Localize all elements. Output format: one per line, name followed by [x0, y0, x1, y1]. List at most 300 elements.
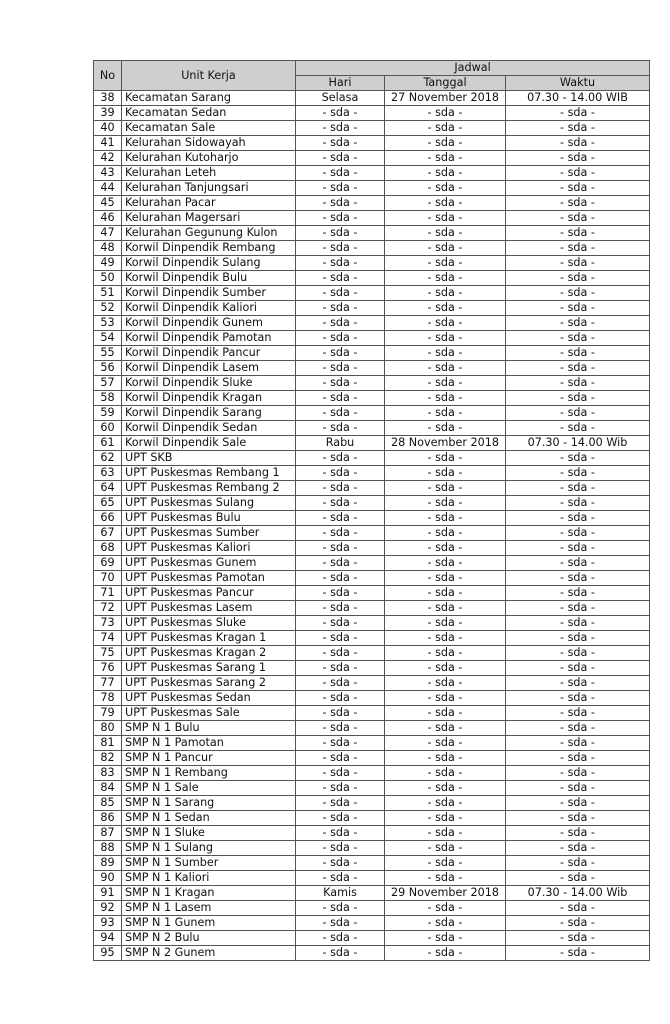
- row-no: 46: [94, 211, 122, 226]
- row-hari: - sda -: [296, 496, 385, 511]
- row-unit-kerja: UPT Puskesmas Kragan 1: [122, 631, 296, 646]
- table-row: [94, 181, 650, 196]
- table-row: [94, 901, 650, 916]
- row-hari: - sda -: [296, 706, 385, 721]
- header-waktu: Waktu: [506, 76, 650, 91]
- row-tanggal: - sda -: [385, 706, 506, 721]
- row-hari: - sda -: [296, 346, 385, 361]
- table-row: [94, 736, 650, 751]
- row-tanggal: - sda -: [385, 721, 506, 736]
- row-unit-kerja: Korwil Dinpendik Kaliori: [122, 301, 296, 316]
- row-tanggal: - sda -: [385, 286, 506, 301]
- row-hari: - sda -: [296, 691, 385, 706]
- row-tanggal: - sda -: [385, 916, 506, 931]
- row-waktu: - sda -: [506, 781, 650, 796]
- row-unit-kerja: Korwil Dinpendik Sumber: [122, 286, 296, 301]
- row-tanggal: - sda -: [385, 376, 506, 391]
- table-row: [94, 721, 650, 736]
- row-no: 42: [94, 151, 122, 166]
- table-row: [94, 751, 650, 766]
- row-tanggal: - sda -: [385, 841, 506, 856]
- row-no: 89: [94, 856, 122, 871]
- row-unit-kerja: Korwil Dinpendik Lasem: [122, 361, 296, 376]
- table-body: [94, 91, 650, 961]
- row-unit-kerja: Kecamatan Sedan: [122, 106, 296, 121]
- row-hari: - sda -: [296, 121, 385, 136]
- row-no: 65: [94, 496, 122, 511]
- row-tanggal: - sda -: [385, 811, 506, 826]
- row-no: 73: [94, 616, 122, 631]
- row-waktu: - sda -: [506, 451, 650, 466]
- row-unit-kerja: UPT Puskesmas Sedan: [122, 691, 296, 706]
- table-row: [94, 781, 650, 796]
- row-unit-kerja: Korwil Dinpendik Sale: [122, 436, 296, 451]
- row-waktu: - sda -: [506, 226, 650, 241]
- row-tanggal: - sda -: [385, 331, 506, 346]
- row-no: 59: [94, 406, 122, 421]
- row-hari: - sda -: [296, 376, 385, 391]
- row-waktu: - sda -: [506, 301, 650, 316]
- row-waktu: - sda -: [506, 421, 650, 436]
- row-tanggal: - sda -: [385, 601, 506, 616]
- row-hari: - sda -: [296, 841, 385, 856]
- table-row: [94, 676, 650, 691]
- row-tanggal: - sda -: [385, 631, 506, 646]
- row-no: 86: [94, 811, 122, 826]
- row-unit-kerja: SMP N 1 Gunem: [122, 916, 296, 931]
- row-unit-kerja: Korwil Dinpendik Rembang: [122, 241, 296, 256]
- row-tanggal: - sda -: [385, 181, 506, 196]
- table-row: [94, 376, 650, 391]
- row-waktu: - sda -: [506, 376, 650, 391]
- row-unit-kerja: Korwil Dinpendik Kragan: [122, 391, 296, 406]
- table-row: [94, 646, 650, 661]
- table-row: [94, 241, 650, 256]
- row-unit-kerja: Kelurahan Leteh: [122, 166, 296, 181]
- row-hari: Selasa: [296, 91, 385, 106]
- row-hari: - sda -: [296, 511, 385, 526]
- row-unit-kerja: UPT Puskesmas Lasem: [122, 601, 296, 616]
- row-unit-kerja: UPT Puskesmas Rembang 2: [122, 481, 296, 496]
- row-waktu: - sda -: [506, 841, 650, 856]
- row-tanggal: - sda -: [385, 481, 506, 496]
- row-unit-kerja: Korwil Dinpendik Sedan: [122, 421, 296, 436]
- row-tanggal: - sda -: [385, 196, 506, 211]
- row-hari: - sda -: [296, 331, 385, 346]
- table-row: [94, 481, 650, 496]
- row-waktu: - sda -: [506, 151, 650, 166]
- row-hari: - sda -: [296, 421, 385, 436]
- table-row: [94, 931, 650, 946]
- row-waktu: - sda -: [506, 271, 650, 286]
- row-tanggal: - sda -: [385, 121, 506, 136]
- row-tanggal: - sda -: [385, 451, 506, 466]
- row-no: 92: [94, 901, 122, 916]
- row-waktu: - sda -: [506, 931, 650, 946]
- row-unit-kerja: SMP N 1 Sale: [122, 781, 296, 796]
- table-row: [94, 811, 650, 826]
- row-waktu: - sda -: [506, 706, 650, 721]
- row-unit-kerja: UPT Puskesmas Bulu: [122, 511, 296, 526]
- row-unit-kerja: SMP N 2 Gunem: [122, 946, 296, 961]
- row-unit-kerja: Kelurahan Magersari: [122, 211, 296, 226]
- row-waktu: - sda -: [506, 736, 650, 751]
- row-no: 45: [94, 196, 122, 211]
- row-no: 67: [94, 526, 122, 541]
- row-unit-kerja: Korwil Dinpendik Sarang: [122, 406, 296, 421]
- row-no: 40: [94, 121, 122, 136]
- row-no: 74: [94, 631, 122, 646]
- row-hari: - sda -: [296, 211, 385, 226]
- row-waktu: - sda -: [506, 631, 650, 646]
- row-waktu: - sda -: [506, 796, 650, 811]
- row-tanggal: - sda -: [385, 421, 506, 436]
- row-no: 83: [94, 766, 122, 781]
- row-hari: - sda -: [296, 526, 385, 541]
- row-unit-kerja: Kecamatan Sale: [122, 121, 296, 136]
- row-waktu: - sda -: [506, 691, 650, 706]
- row-no: 81: [94, 736, 122, 751]
- row-no: 48: [94, 241, 122, 256]
- table-row: [94, 91, 650, 106]
- row-hari: - sda -: [296, 751, 385, 766]
- row-unit-kerja: Kelurahan Pacar: [122, 196, 296, 211]
- row-hari: - sda -: [296, 241, 385, 256]
- row-no: 64: [94, 481, 122, 496]
- row-waktu: - sda -: [506, 316, 650, 331]
- row-unit-kerja: Korwil Dinpendik Gunem: [122, 316, 296, 331]
- table-row: [94, 256, 650, 271]
- table-row: [94, 946, 650, 961]
- row-unit-kerja: SMP N 1 Pancur: [122, 751, 296, 766]
- row-hari: - sda -: [296, 196, 385, 211]
- row-hari: - sda -: [296, 556, 385, 571]
- row-waktu: - sda -: [506, 526, 650, 541]
- row-unit-kerja: SMP N 1 Sluke: [122, 826, 296, 841]
- table-row: [94, 601, 650, 616]
- row-no: 39: [94, 106, 122, 121]
- row-unit-kerja: Kelurahan Sidowayah: [122, 136, 296, 151]
- row-waktu: - sda -: [506, 346, 650, 361]
- table-row: [94, 286, 650, 301]
- header-jadwal: Jadwal: [296, 61, 650, 76]
- row-hari: Kamis: [296, 886, 385, 901]
- table-row: [94, 511, 650, 526]
- row-waktu: - sda -: [506, 496, 650, 511]
- schedule-table: [93, 60, 650, 961]
- row-waktu: - sda -: [506, 256, 650, 271]
- row-no: 95: [94, 946, 122, 961]
- row-waktu: 07.30 - 14.00 Wib: [506, 886, 650, 901]
- table-row: [94, 691, 650, 706]
- row-no: 88: [94, 841, 122, 856]
- row-waktu: - sda -: [506, 361, 650, 376]
- row-no: 78: [94, 691, 122, 706]
- header-hari: Hari: [296, 76, 385, 91]
- row-unit-kerja: Korwil Dinpendik Bulu: [122, 271, 296, 286]
- row-tanggal: - sda -: [385, 556, 506, 571]
- row-no: 50: [94, 271, 122, 286]
- row-no: 43: [94, 166, 122, 181]
- row-tanggal: - sda -: [385, 901, 506, 916]
- row-hari: - sda -: [296, 916, 385, 931]
- row-waktu: - sda -: [506, 541, 650, 556]
- row-unit-kerja: SMP N 1 Pamotan: [122, 736, 296, 751]
- row-tanggal: - sda -: [385, 136, 506, 151]
- table-row: [94, 631, 650, 646]
- row-tanggal: - sda -: [385, 646, 506, 661]
- row-no: 87: [94, 826, 122, 841]
- row-unit-kerja: UPT Puskesmas Sluke: [122, 616, 296, 631]
- row-waktu: - sda -: [506, 211, 650, 226]
- row-hari: - sda -: [296, 466, 385, 481]
- row-unit-kerja: UPT Puskesmas Sale: [122, 706, 296, 721]
- row-hari: - sda -: [296, 871, 385, 886]
- row-waktu: - sda -: [506, 616, 650, 631]
- table-row: [94, 421, 650, 436]
- row-hari: - sda -: [296, 796, 385, 811]
- row-tanggal: - sda -: [385, 526, 506, 541]
- row-unit-kerja: SMP N 1 Rembang: [122, 766, 296, 781]
- row-waktu: - sda -: [506, 166, 650, 181]
- row-hari: - sda -: [296, 136, 385, 151]
- row-unit-kerja: SMP N 1 Lasem: [122, 901, 296, 916]
- row-unit-kerja: UPT Puskesmas Sarang 2: [122, 676, 296, 691]
- header-no: No: [94, 61, 122, 91]
- row-no: 63: [94, 466, 122, 481]
- row-hari: - sda -: [296, 781, 385, 796]
- row-waktu: - sda -: [506, 916, 650, 931]
- row-hari: - sda -: [296, 616, 385, 631]
- row-hari: - sda -: [296, 676, 385, 691]
- row-unit-kerja: Korwil Dinpendik Pamotan: [122, 331, 296, 346]
- row-no: 90: [94, 871, 122, 886]
- row-waktu: - sda -: [506, 946, 650, 961]
- row-no: 60: [94, 421, 122, 436]
- row-waktu: - sda -: [506, 766, 650, 781]
- table-row: [94, 616, 650, 631]
- table-row: [94, 661, 650, 676]
- row-hari: - sda -: [296, 286, 385, 301]
- table-row: [94, 166, 650, 181]
- row-unit-kerja: UPT Puskesmas Pancur: [122, 586, 296, 601]
- row-no: 71: [94, 586, 122, 601]
- row-waktu: - sda -: [506, 121, 650, 136]
- row-waktu: - sda -: [506, 601, 650, 616]
- row-hari: - sda -: [296, 391, 385, 406]
- row-hari: - sda -: [296, 856, 385, 871]
- row-hari: - sda -: [296, 901, 385, 916]
- table-row: [94, 796, 650, 811]
- row-tanggal: - sda -: [385, 931, 506, 946]
- row-unit-kerja: UPT Puskesmas Kaliori: [122, 541, 296, 556]
- table-row: [94, 571, 650, 586]
- row-waktu: - sda -: [506, 661, 650, 676]
- row-no: 55: [94, 346, 122, 361]
- row-no: 53: [94, 316, 122, 331]
- row-tanggal: - sda -: [385, 241, 506, 256]
- row-hari: - sda -: [296, 646, 385, 661]
- row-tanggal: - sda -: [385, 541, 506, 556]
- row-waktu: - sda -: [506, 586, 650, 601]
- row-hari: - sda -: [296, 301, 385, 316]
- row-hari: - sda -: [296, 481, 385, 496]
- row-no: 91: [94, 886, 122, 901]
- row-waktu: - sda -: [506, 511, 650, 526]
- row-waktu: - sda -: [506, 646, 650, 661]
- row-tanggal: 28 November 2018: [385, 436, 506, 451]
- table-row: [94, 706, 650, 721]
- row-tanggal: - sda -: [385, 586, 506, 601]
- row-tanggal: - sda -: [385, 781, 506, 796]
- row-unit-kerja: UPT Puskesmas Gunem: [122, 556, 296, 571]
- row-waktu: - sda -: [506, 196, 650, 211]
- row-unit-kerja: SMP N 1 Bulu: [122, 721, 296, 736]
- row-hari: - sda -: [296, 451, 385, 466]
- row-unit-kerja: Kelurahan Tanjungsari: [122, 181, 296, 196]
- row-hari: - sda -: [296, 736, 385, 751]
- row-tanggal: - sda -: [385, 691, 506, 706]
- row-hari: - sda -: [296, 571, 385, 586]
- row-tanggal: - sda -: [385, 751, 506, 766]
- row-hari: - sda -: [296, 406, 385, 421]
- row-waktu: 07.30 - 14.00 Wib: [506, 436, 650, 451]
- row-no: 77: [94, 676, 122, 691]
- row-unit-kerja: SMP N 1 Kaliori: [122, 871, 296, 886]
- row-no: 76: [94, 661, 122, 676]
- row-no: 51: [94, 286, 122, 301]
- row-hari: - sda -: [296, 256, 385, 271]
- row-tanggal: - sda -: [385, 496, 506, 511]
- table-row: [94, 361, 650, 376]
- row-unit-kerja: UPT Puskesmas Rembang 1: [122, 466, 296, 481]
- table-row: [94, 331, 650, 346]
- row-no: 75: [94, 646, 122, 661]
- row-hari: - sda -: [296, 766, 385, 781]
- row-no: 94: [94, 931, 122, 946]
- row-tanggal: - sda -: [385, 151, 506, 166]
- table-row: [94, 196, 650, 211]
- row-no: 49: [94, 256, 122, 271]
- row-waktu: - sda -: [506, 181, 650, 196]
- table-row: [94, 451, 650, 466]
- row-waktu: - sda -: [506, 286, 650, 301]
- row-unit-kerja: SMP N 1 Sedan: [122, 811, 296, 826]
- row-waktu: - sda -: [506, 241, 650, 256]
- row-hari: - sda -: [296, 661, 385, 676]
- row-no: 44: [94, 181, 122, 196]
- row-hari: - sda -: [296, 946, 385, 961]
- row-waktu: - sda -: [506, 751, 650, 766]
- row-tanggal: - sda -: [385, 256, 506, 271]
- row-no: 69: [94, 556, 122, 571]
- table-row: [94, 136, 650, 151]
- table-row: [94, 496, 650, 511]
- row-no: 72: [94, 601, 122, 616]
- row-no: 58: [94, 391, 122, 406]
- row-no: 84: [94, 781, 122, 796]
- row-waktu: - sda -: [506, 481, 650, 496]
- table-row: [94, 301, 650, 316]
- row-hari: - sda -: [296, 166, 385, 181]
- row-unit-kerja: Korwil Dinpendik Sluke: [122, 376, 296, 391]
- row-hari: - sda -: [296, 181, 385, 196]
- row-hari: - sda -: [296, 826, 385, 841]
- row-tanggal: - sda -: [385, 226, 506, 241]
- row-tanggal: - sda -: [385, 346, 506, 361]
- row-unit-kerja: UPT SKB: [122, 451, 296, 466]
- row-no: 57: [94, 376, 122, 391]
- row-tanggal: - sda -: [385, 301, 506, 316]
- row-tanggal: - sda -: [385, 796, 506, 811]
- row-unit-kerja: Korwil Dinpendik Sulang: [122, 256, 296, 271]
- row-tanggal: - sda -: [385, 316, 506, 331]
- header-unit-kerja: Unit Kerja: [122, 61, 296, 91]
- table-row: [94, 541, 650, 556]
- table-header: [94, 61, 650, 91]
- row-waktu: - sda -: [506, 331, 650, 346]
- row-unit-kerja: Korwil Dinpendik Pancur: [122, 346, 296, 361]
- row-waktu: 07.30 - 14.00 WIB: [506, 91, 650, 106]
- table-row: [94, 226, 650, 241]
- row-tanggal: - sda -: [385, 211, 506, 226]
- row-tanggal: - sda -: [385, 571, 506, 586]
- row-unit-kerja: SMP N 2 Bulu: [122, 931, 296, 946]
- row-unit-kerja: SMP N 1 Sulang: [122, 841, 296, 856]
- row-no: 56: [94, 361, 122, 376]
- row-waktu: - sda -: [506, 556, 650, 571]
- row-hari: - sda -: [296, 931, 385, 946]
- row-unit-kerja: UPT Puskesmas Sarang 1: [122, 661, 296, 676]
- row-tanggal: - sda -: [385, 826, 506, 841]
- table-row: [94, 346, 650, 361]
- table-row: [94, 436, 650, 451]
- row-no: 68: [94, 541, 122, 556]
- table-row: [94, 826, 650, 841]
- row-tanggal: - sda -: [385, 871, 506, 886]
- table-row: [94, 466, 650, 481]
- row-no: 82: [94, 751, 122, 766]
- row-waktu: - sda -: [506, 406, 650, 421]
- row-hari: - sda -: [296, 316, 385, 331]
- row-waktu: - sda -: [506, 136, 650, 151]
- row-tanggal: - sda -: [385, 106, 506, 121]
- row-tanggal: - sda -: [385, 661, 506, 676]
- row-no: 85: [94, 796, 122, 811]
- row-waktu: - sda -: [506, 856, 650, 871]
- row-waktu: - sda -: [506, 811, 650, 826]
- row-tanggal: - sda -: [385, 616, 506, 631]
- row-hari: - sda -: [296, 271, 385, 286]
- row-hari: - sda -: [296, 586, 385, 601]
- row-hari: - sda -: [296, 151, 385, 166]
- header-tanggal: Tanggal: [385, 76, 506, 91]
- row-waktu: - sda -: [506, 826, 650, 841]
- row-no: 79: [94, 706, 122, 721]
- table-row: [94, 211, 650, 226]
- row-no: 61: [94, 436, 122, 451]
- row-unit-kerja: SMP N 1 Sarang: [122, 796, 296, 811]
- row-waktu: - sda -: [506, 571, 650, 586]
- row-unit-kerja: UPT Puskesmas Sumber: [122, 526, 296, 541]
- table-row: [94, 916, 650, 931]
- row-unit-kerja: UPT Puskesmas Kragan 2: [122, 646, 296, 661]
- table-row: [94, 151, 650, 166]
- table-row: [94, 106, 650, 121]
- table-row: [94, 271, 650, 286]
- row-tanggal: - sda -: [385, 391, 506, 406]
- row-tanggal: - sda -: [385, 736, 506, 751]
